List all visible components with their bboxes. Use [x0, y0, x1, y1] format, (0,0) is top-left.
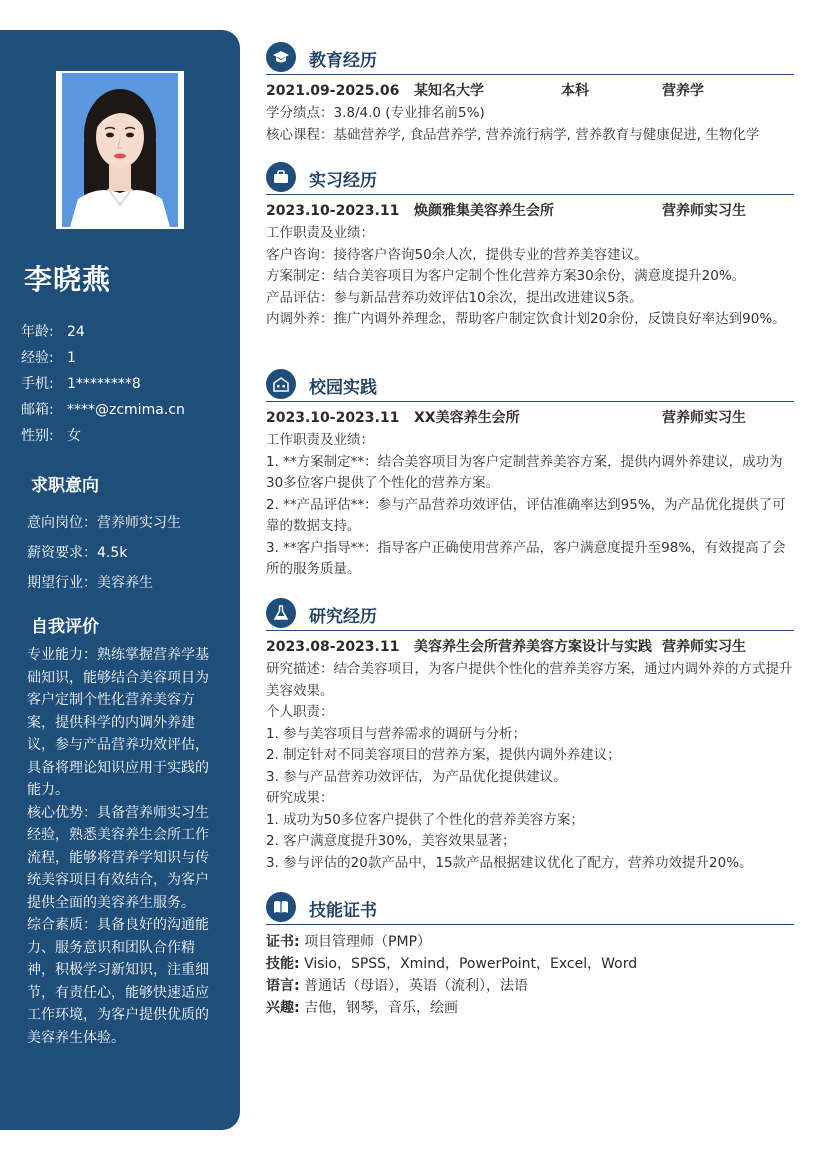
research-line: 研究成果：	[266, 790, 334, 806]
section-header	[266, 160, 794, 195]
research-line: 1. 参与美容项目与营养需求的调研与分析；	[266, 725, 527, 742]
campus-line: 2. **产品评估**：参与产品营养功效评估，评估准确率达到95%，为产品优化提供了可靠的数据支持。	[266, 496, 786, 534]
section-header	[266, 367, 794, 402]
internship-line: 产品评估：参与新品营养功效评估10余次，提出改进建议5条。	[266, 289, 643, 306]
intent-heading: 求职意向	[31, 476, 99, 496]
info-gender: 性别: 女	[21, 428, 81, 444]
internship-line: 内调外养：推广内调外养理念，帮助客户制定饮食计划20余份，反馈良好率达到90%。	[266, 311, 786, 327]
education-date: 2021.09-2025.06	[266, 83, 400, 99]
personal-info	[21, 319, 185, 449]
intent-position: 意向岗位：营养师实习生	[27, 515, 181, 531]
self-eval-paragraph: 核心优势：具备营养师实习生经验，熟悉美容养生会所工作流程，能够将营养学知识与传统美容项目有效结合，为客户提供全面的美容养生服务。	[27, 804, 209, 911]
research-project: 美容养生会所营养美容方案设计与实践	[414, 639, 652, 655]
education-major: 营养学	[662, 83, 704, 99]
education-line: 学分绩点：3.8/4.0 (专业排名前5%)	[266, 105, 485, 121]
internship-role: 营养师实习生	[662, 203, 746, 219]
self-eval-heading: 自我评价	[31, 617, 99, 637]
skill-hobbies: 兴趣: 吉他，钢琴，音乐，绘画	[266, 1000, 459, 1016]
skills-section	[266, 890, 794, 1019]
section-title: 技能证书	[309, 901, 377, 921]
campus-details	[266, 430, 794, 581]
research-line: 2. 客户满意度提升30%，美容效果显著；	[266, 833, 516, 849]
skill-tools: 技能: Visio，SPSS，Xmind，PowerPoint，Excel，Word	[266, 956, 638, 972]
briefcase-icon	[266, 162, 296, 192]
book-icon	[266, 892, 296, 922]
info-age: 年龄: 24	[21, 324, 85, 340]
research-details	[266, 659, 794, 874]
education-section	[266, 40, 794, 146]
campus-line: 1. **方案制定**：结合美容项目为客户定制营养美容方案，提供内调外养建议，成功为30多位客户提供了个性化的营养方案。	[266, 453, 783, 491]
research-line: 研究描述：结合美容项目，为客户提供个性化的营养美容方案，通过内调外养的方式提升美容效果。	[266, 661, 793, 699]
research-date: 2023.08-2023.11	[266, 639, 400, 655]
info-experience: 经验: 1	[21, 350, 76, 366]
skill-certificate: 证书: 项目管理师（PMP）	[266, 934, 432, 950]
section-title: 实习经历	[309, 171, 377, 191]
section-header	[266, 40, 794, 75]
internship-line: 客户咨询：接待客户咨询50余人次，提供专业的营养美容建议。	[266, 246, 648, 263]
research-line: 3. 参与产品营养功效评估，为产品优化提供建议。	[266, 768, 567, 785]
internship-line: 方案制定：结合美容项目为客户定制个性化营养方案30余份，满意度提升20%。	[266, 268, 746, 284]
campus-row	[266, 406, 794, 430]
research-section	[266, 596, 794, 874]
education-degree: 本科	[561, 83, 589, 99]
internship-section	[266, 160, 794, 331]
internship-line: 工作职责及业绩：	[266, 225, 374, 241]
internship-details	[266, 223, 794, 331]
skills-list	[266, 931, 794, 1019]
candidate-name: 李晓燕	[24, 263, 112, 296]
campus-date: 2023.10-2023.11	[266, 410, 400, 426]
education-details	[266, 103, 794, 146]
self-eval-paragraph: 专业能力：熟练掌握营养学基础知识，能够结合美容项目为客户定制个性化营养美容方案，提供科学的内调外养建议，参与产品营养功效评估，具备将理论知识应用于实践的能力。	[27, 647, 209, 798]
campus-section	[266, 367, 794, 581]
research-line: 2. 制定针对不同美容项目的营养方案，提供内调外养建议；	[266, 747, 621, 763]
research-line: 个人职责：	[266, 704, 334, 720]
self-eval-paragraph: 综合素质：具备良好的沟通能力、服务意识和团队合作精神，积极学习新知识，注重细节，有责任心，能够快速适应工作环境，为客户提供优质的美容养生体验。	[27, 917, 209, 1046]
campus-line: 工作职责及业绩：	[266, 432, 374, 448]
self-evaluation	[27, 644, 219, 1049]
campus-role: 营养师实习生	[662, 410, 746, 426]
education-line: 核心课程：基础营养学, 食品营养学, 营养流行病学, 营养教育与健康促进, 生物化学	[266, 126, 760, 143]
info-phone: 手机: 1********8	[21, 376, 141, 392]
section-header	[266, 596, 794, 631]
research-row	[266, 635, 794, 659]
sidebar	[0, 30, 240, 1130]
internship-row	[266, 199, 794, 223]
research-line: 1. 成功为50多位客户提供了个性化的营养美容方案；	[266, 811, 584, 828]
job-intent	[27, 508, 181, 598]
education-row	[266, 79, 794, 103]
section-title: 校园实践	[309, 378, 377, 398]
education-school: 某知名大学	[414, 83, 484, 99]
research-role: 营养师实习生	[662, 639, 746, 655]
building-icon	[266, 369, 296, 399]
info-email: 邮箱: ****@zcmima.cn	[21, 402, 185, 418]
section-title: 研究经历	[309, 607, 377, 627]
research-line: 3. 参与评估的20款产品中，15款产品根据建议优化了配方，营养功效提升20%。	[266, 854, 753, 871]
graduation-cap-icon	[266, 42, 296, 72]
section-title: 教育经历	[309, 51, 377, 71]
flask-icon	[266, 598, 296, 628]
intent-industry: 期望行业：美容养生	[27, 575, 153, 591]
campus-org: XX美容养生会所	[414, 410, 520, 426]
campus-line: 3. **客户指导**：指导客户正确使用营养产品，客户满意度提升至98%，有效提高了会所的服务质量。	[266, 539, 786, 577]
skill-language: 语言: 普通话（母语），英语（流利），法语	[266, 978, 529, 994]
intent-salary: 薪资要求：4.5k	[27, 545, 128, 561]
internship-org: 焕颜雅集美容养生会所	[414, 203, 554, 219]
internship-date: 2023.10-2023.11	[266, 203, 400, 219]
section-header	[266, 890, 794, 925]
profile-photo	[56, 71, 184, 229]
